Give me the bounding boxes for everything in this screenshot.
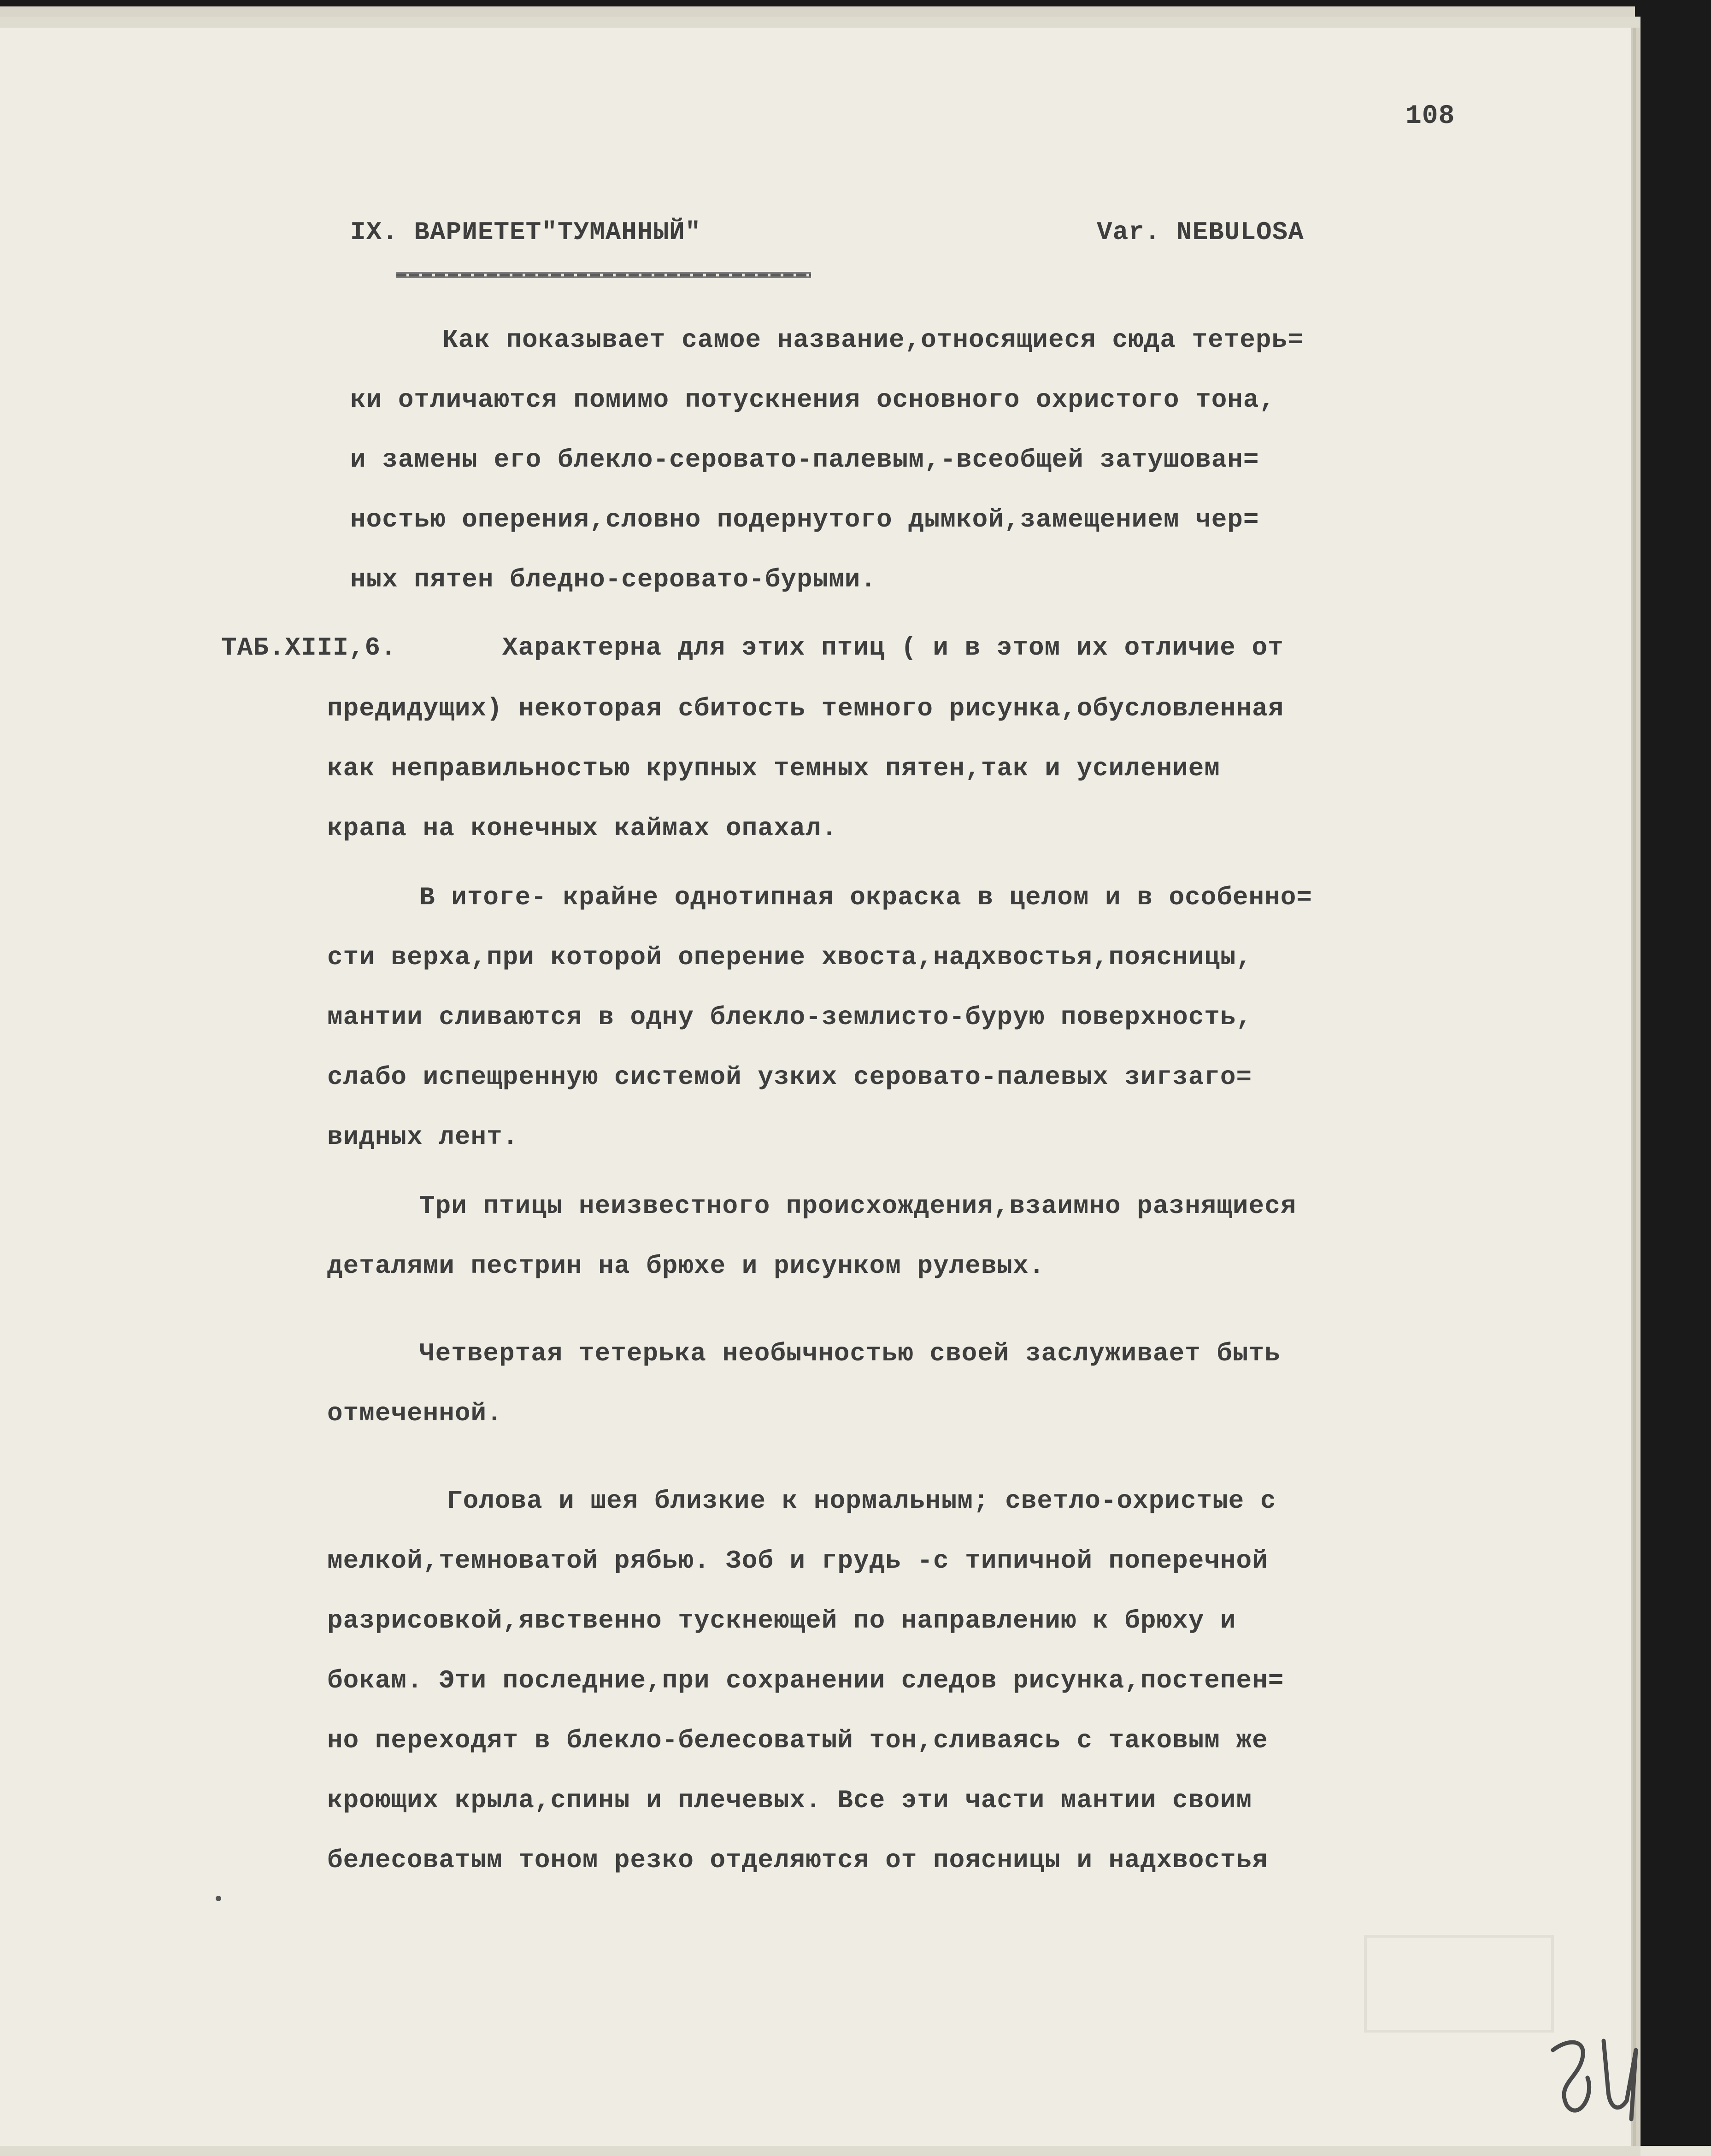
text-line: ки отличаются помимо потускнения основного охристого тона, [350,385,1276,415]
margin-dot [216,1896,221,1901]
text-line: Голова и шея близкие к нормальным; светло-охристые с [447,1486,1276,1516]
faint-stamp [1364,1935,1554,2033]
handwritten-folio-number [1539,2022,1659,2124]
text-line: отмеченной. [327,1399,503,1428]
text-line: бокам. Эти последние,при сохранении следов рисунка,постепен= [327,1666,1284,1695]
text-line: ностью оперения,словно подернутого дымкой,замещением чер= [350,505,1259,534]
text-line: Характерна для этих птиц ( и в этом их отличие от [502,633,1284,662]
text-line: сти верха,при которой оперение хвоста,надхвостья,поясницы, [327,943,1252,972]
text-line: Как показывает самое название,относящиеся сюда тетерь= [442,325,1304,355]
text-line: разрисовкой,явственно тускнеющей по направлению к брюху и [327,1606,1236,1635]
heading-underline [396,272,811,278]
text-line: слабо испещренную системой узких серовато-палевых зигзаго= [327,1062,1252,1092]
text-line: В итоге- крайне однотипная окраска в целом и в особенно= [419,883,1312,912]
text-line: как неправильностью крупных темных пятен,так и усилением [327,754,1220,783]
section-heading: IX. ВАРИЕТЕТ"ТУМАННЫЙ" [350,217,701,247]
text-line: мелкой,темноватой рябью. Зоб и грудь -с типичной поперечной [327,1546,1268,1576]
text-line: мантии сливаются в одну блекло-землисто-бурую поверхность, [327,1002,1252,1032]
text-line: деталями пестрин на брюхе и рисунком рулевых. [327,1251,1045,1281]
text-line: Три птицы неизвестного происхождения,взаимно разнящиеся [419,1191,1297,1221]
text-line: белесоватым тоном резко отделяются от поясницы и надхвостья [327,1845,1268,1875]
text-line: кроющих крыла,спины и плечевых. Все эти части мантии своим [327,1786,1252,1815]
text-line: но переходят в блекло-белесоватый тон,сливаясь с таковым же [327,1726,1268,1755]
text-line: Четвертая тетерька необычностью своей заслуживает быть [419,1339,1281,1368]
text-line: и замены его блекло-серовато-палевым,-всеобщей затушован= [350,445,1259,475]
text-line: видных лент. [327,1122,519,1152]
text-line: крапа на конечных каймах опахал. [327,814,838,843]
page-number: 108 [1405,101,1455,131]
latin-name: Var. NEBULOSA [1097,217,1304,247]
text-line: предидущих) некоторая сбитость темного рисунка,обусловленная [327,694,1284,723]
text-line: ных пятен бледно-серовато-бурыми. [350,565,876,594]
plate-reference: ТАБ.XIII,6. [221,633,397,662]
